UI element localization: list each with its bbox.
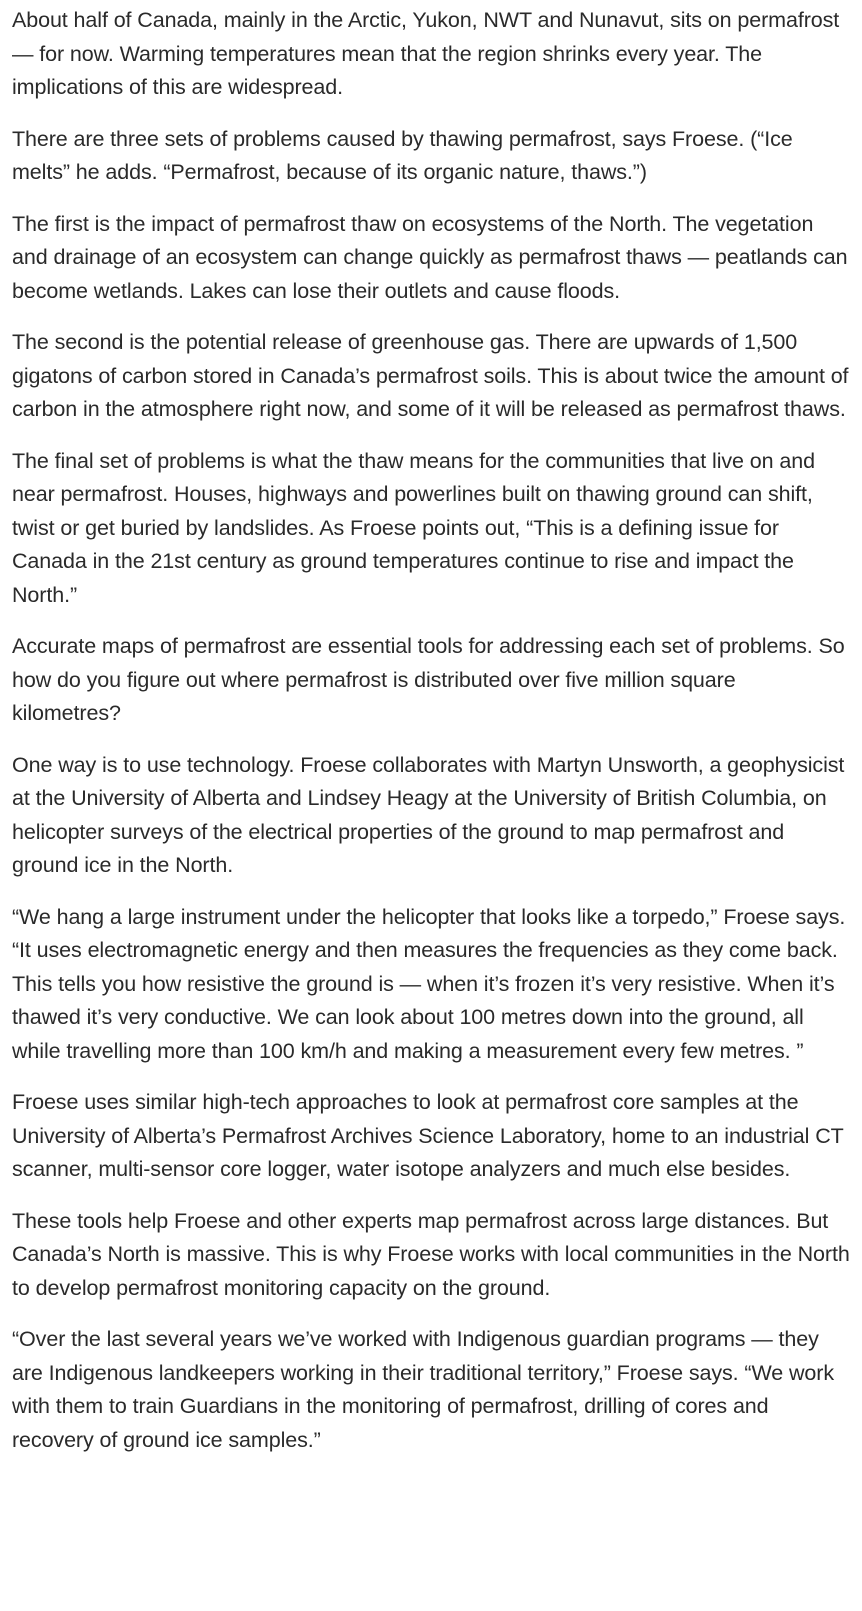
paragraph-1: About half of Canada, mainly in the Arctic, Yukon, NWT and Nunavut, sits on permafrost — for now. Warming temperatures mean that the region shrinks every year. The implications of this are widespread. [12,8,840,99]
paragraph-11: “Over the last several years we’ve worked with Indigenous guardian programs — they are Indigenous landkeepers working in their traditional territory,” Froese says. “We work with them to train Guardians in the monitoring of permafrost, drilling of cores and recovery of ground ice samples.” [12,1327,835,1452]
paragraph-2: There are three sets of problems caused by thawing permafrost, says Froese. (“Ice melts” he adds. “Permafrost, because of its organic nature, thaws.”) [12,126,793,184]
paragraph-10: These tools help Froese and other experts map permafrost across large distances. But Canada’s North is massive. This is why Froese works with local communities in the North to develop permafrost monitoring capacity on the ground. [12,1208,850,1300]
paragraph-4: The second is the potential release of greenhouse gas. There are upwards of 1,500 gigatons of carbon stored in Canada’s permafrost soils. This is about twice the amount of carbon in the atmosphere right now, and some of it will be released as permafrost thaws. [12,330,849,421]
paragraph-9: Froese uses similar high-tech approaches to look at permafrost core samples at the University of Alberta’s Permafrost Archives Science Laboratory, home to an industrial CT scanner, multi-sensor core logger, water isotope analyzers and much else besides. [12,1090,844,1181]
paragraph-3: The first is the impact of permafrost thaw on ecosystems of the North. The vegetation and drainage of an ecosystem can change quickly as permafrost thaws — peatlands can become wetlands. Lakes can lose their outlets and cause floods. [12,211,848,303]
paragraph-6: Accurate maps of permafrost are essential tools for addressing each set of problems. So how do you figure out where permafrost is distributed over five million square kilometres? [12,634,845,725]
paragraph-8: “We hang a large instrument under the helicopter that looks like a torpedo,” Froese says. “It uses electromagnetic energy and then measures the frequencies as they come back. This tells you how resistive the ground is — when it’s frozen it’s very resistive. When it’s thawed it’s very conductive. We can look about 100 metres down into the ground, all while travelling more than 100 km/h and making a measurement every few metres. ” [12,904,846,1063]
paragraph-7: One way is to use technology. Froese collaborates with Martyn Unsworth, a geophysicist at the University of Alberta and Lindsey Heagy at the University of British Columbia, on helicopter surveys of the electrical properties of the ground to map permafrost and ground ice in the North. [12,752,845,877]
paragraph-5: The final set of problems is what the thaw means for the communities that live on and near permafrost. Houses, highways and powerlines built on thawing ground can shift, twist or get buried by landslides. As Froese points out, “This is a defining issue for Canada in the 21st century as ground temperatures continue to rise and impact the North.” [12,448,815,607]
